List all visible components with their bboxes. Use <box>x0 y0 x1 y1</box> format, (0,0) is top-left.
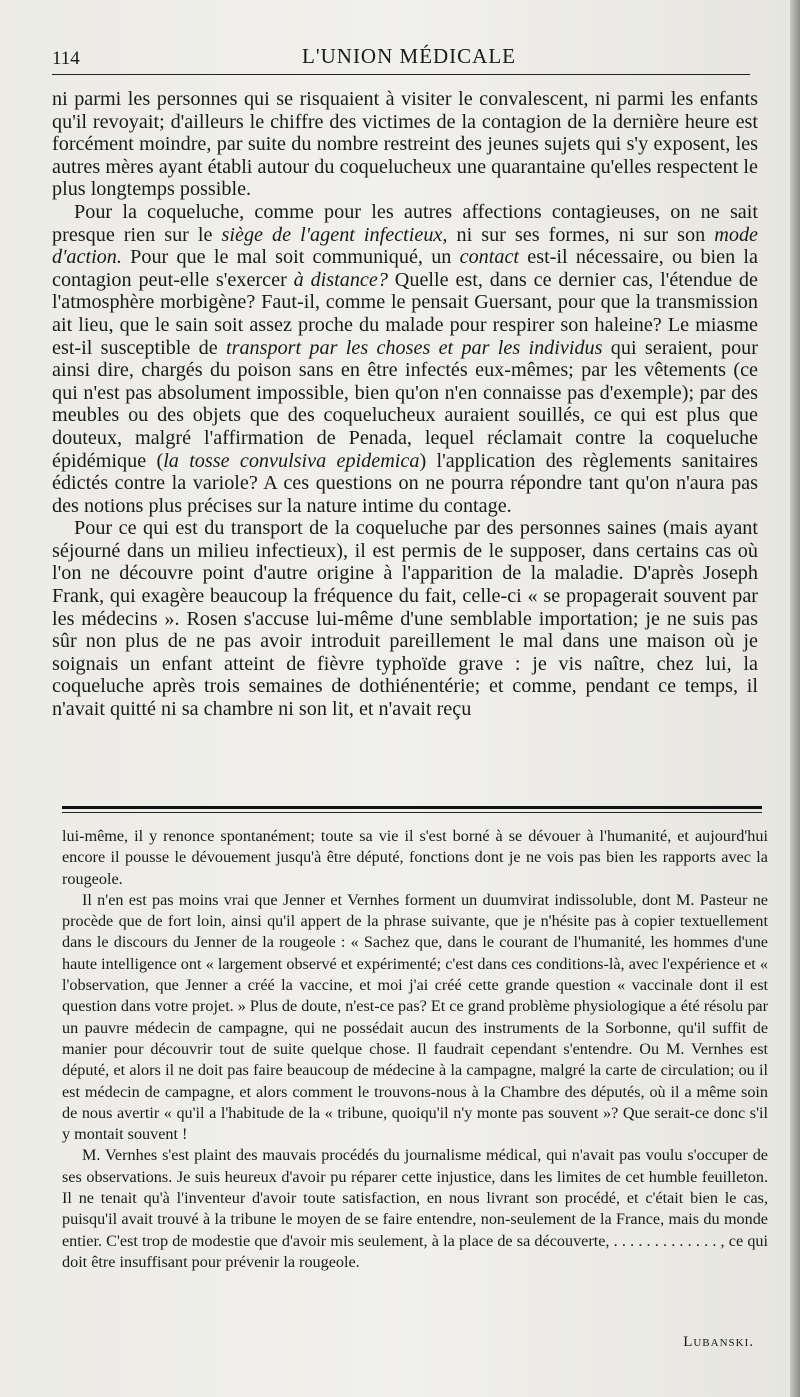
p2-italic-mode: mode d'action. <box>52 223 758 269</box>
paragraph-3: Pour ce qui est du transport de la coqueluche par des personnes saines (mais ayant séjourné dans un milieu infectieux), il est permis de le supposer, dans certains cas où l'on ne découvre point d'autre origine à l'apparition de la maladie. D'après Joseph Frank, qui exagère beaucoup la fréquence du fait, celle-ci « se propagerait souvent par les médecins ». Rosen s'accuse lui-même d'une semblable importation; je ne suis pas sûr non plus de ne pas avoir introduit pareillement le mal dans une maison où je soignais un enfant atteint de fièvre typhoïde grave : je vis naître, chez lui, la coqueluche après trois semaines de dothiénentérie; et comme, pendant ce temps, il n'avait quitté ni sa chambre ni son lit, et n'avait reçu <box>52 517 758 721</box>
footnote-paragraph-2: Il n'en est pas moins vrai que Jenner et Vernhes forment un duumvirat indissoluble, dont M. Pasteur ne procède que de fort loin, ainsi qu'il appert de la phrase suivante, que je n'hésite pas à copier textuellement dans le discours du Jenner de la rougeole : « Sachez que, dans le courant de l'humanité, les hommes d'une haute intelligence ont « largement observé et expérimenté; c'est dans ces conditions-là, avec l'expérience et « l'observation, que Jenner a créé la vaccine, et moi j'ai créé cette grande question « vaccinale dont il est question dans votre projet. » Plus de doute, n'est-ce pas? Et ce grand problème physiologique a été résolu par un pauvre médecin de campagne, qui ne possédait aucun des instruments de la Sorbonne, qu'il suffit de manier pour découvrir tout de suite quelque chose. Il faudrait cependant s'entendre. Ou M. Vernhes est député, et alors il ne doit pas faire beaucoup de médecine à la campagne, malgré la carte de circulation; ou il est médecin de campagne, et alors comment le trouvons-nous à la Chambre des députés, où il a même soin de nous avertir « qu'il a l'habitude de la « tribune, quoiqu'il n'y monte pas souvent »? Que serait-ce donc s'il y montait souvent ! <box>62 890 768 1144</box>
journal-title: L'UNION MÉDICALE <box>302 44 517 68</box>
page-number: 114 <box>52 48 80 69</box>
p2-text-e: Pour que le mal soit communiqué, un <box>121 246 460 269</box>
p2-text-g: est-il nécessaire, ou bien la contagion peut-elle s'exercer <box>52 246 758 291</box>
footnote-rule-thick <box>62 806 762 809</box>
feuilleton-footnotes <box>62 826 768 1273</box>
footnote-rule-thin <box>62 812 762 813</box>
header-rule <box>52 74 750 75</box>
main-body-text <box>52 88 758 721</box>
p2-italic-transport: transport par les choses et par les individus <box>225 336 603 359</box>
p2-italic-tosse: la tosse convulsiva epidemica <box>163 449 420 472</box>
paragraph-2 <box>52 201 758 517</box>
p2-text-i: Quelle est, dans ce dernier cas, l'étendue de l'atmosphère morbigène? Faut-il, comme le pensait Guersant, pour que la transmission ait lieu, que le sain soit assez proche du malade pour respirer son haleine? Le miasme est-il susceptible de <box>52 268 758 359</box>
page-edge <box>790 0 800 1397</box>
p2-text-a: Pour la coqueluche, comme pour les autres affections contagieuses, on ne sait presque rien sur le <box>52 200 758 246</box>
p2-italic-distance: à distance? <box>293 268 388 291</box>
running-header <box>52 40 752 70</box>
p2-text-k: qui seraient, pour ainsi dire, chargés du poison sans en être infectés eux-mêmes; par les vêtements (ce qui n'est pas absolument impossible, bien qu'on n'en connaisse pas d'exemple); par des meubles ou des objets que des coquelucheux auraient souillés, ce qui est plus que douteux, malgré l'affirmation de Penada, lequel réclamait contre la coqueluche épidémique ( <box>52 336 758 472</box>
p2-text-m: ) l'application des règlements sanitaires édictés contre la variole? A ces questions on ne pourra répondre tant qu'on n'aura pas des notions plus précises sur la nature intime du contage. <box>52 449 758 517</box>
p2-text-c: ni sur ses formes, ni sur son <box>447 223 715 246</box>
footnote-paragraph-3: M. Vernhes s'est plaint des mauvais procédés du journalisme médical, qui n'avait pas voulu s'occuper de ses observations. Je suis heureux d'avoir pu réparer cette injustice, dans les limites de cet humble feuilleton. Il ne tenait qu'à l'inventeur d'avoir toute satisfaction, en nous livrant son procédé, et c'était bien le cas, puisqu'il avait trouvé à la tribune le moyen de se faire entendre, non-seulement de la France, mais du monde entier. C'est trop de modestie que d'avoir mis seulement, à la place de sa découverte, . . . . . . . . . . . . . , ce qui doit être insuffisant pour prévenir la rougeole. <box>62 1146 768 1271</box>
p2-italic-siege: siège de l'agent infectieux, <box>221 223 448 246</box>
footnote-paragraph-1: lui-même, il y renonce spontanément; toute sa vie il s'est borné à se dévouer à l'humanité, et aujourd'hui encore il pousse le dévouement jusqu'à être député, fonctions dont je ne vois pas bien les rapports avec la rougeole. <box>62 827 768 888</box>
p2-italic-contact: contact <box>459 246 520 269</box>
paragraph-1: ni parmi les personnes qui se risquaient à visiter le convalescent, ni parmi les enfants qu'il revoyait; d'ailleurs le chiffre des victimes de la contagion de la dernière heure est forcément moindre, par suite du nombre restreint des jeunes sujets qui s'y exposent, les autres mères ayant établi autour du coquelucheux une quarantaine qu'elles respectent le plus longtemps possible. <box>52 88 758 201</box>
author-signature: Lubanski. <box>683 1334 754 1350</box>
